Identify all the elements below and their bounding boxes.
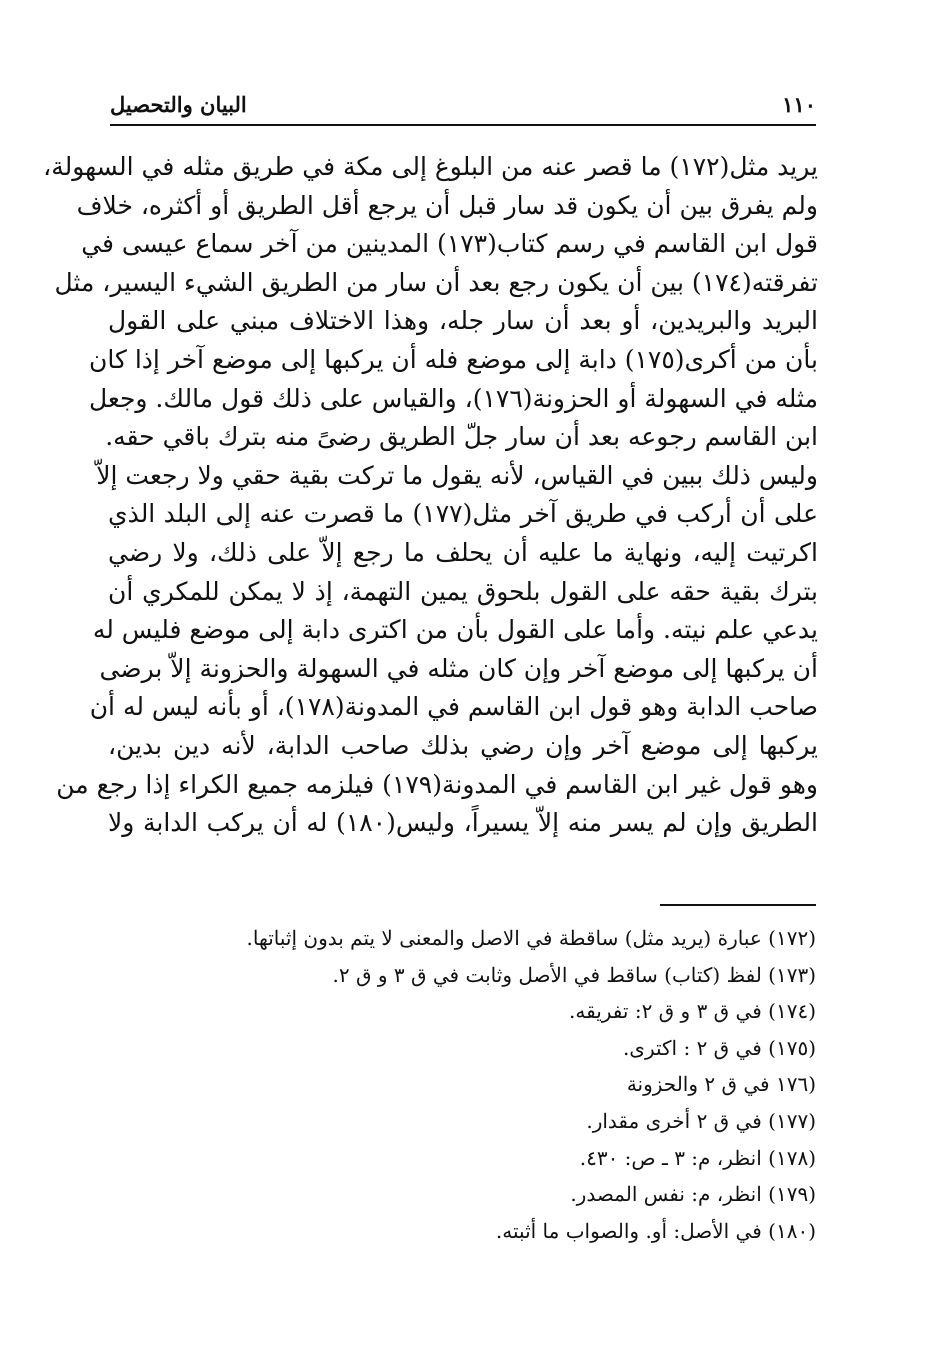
text-line: أن يركبها إلى موضع آخر وإن كان مثله في السهولة والحزونة إلاّ برضى	[99, 653, 818, 683]
header-divider	[110, 124, 816, 126]
footnote: (١٧٤) في ق ٣ و ق ٢: تفريقه.	[569, 999, 816, 1024]
footnote: (١٧٥) في ق ٢ : اكترى.	[622, 1035, 816, 1060]
text-line: تفرقته(١٧٤) بين أن يكون رجع بعد أن سار من الطريق الشيء اليسير، مثل	[54, 267, 818, 297]
footnote-divider	[660, 904, 816, 906]
page-number: ١١٠	[782, 91, 816, 117]
text-line: البريد والبريدين، أو بعد أن سار جله، وهذا الاختلاف مبني على القول	[108, 306, 818, 336]
main-text	[43, 148, 818, 843]
text-line: يركبها إلى موضع آخر وإن رضي بذلك صاحب الدابة، لأنه دين بدين،	[108, 730, 818, 760]
text-line: وهو قول غير ابن القاسم في المدونة(١٧٩) فيلزمه جميع الكراء إذا رجع من	[56, 769, 818, 799]
footnote: (١٧٨) انظر، م: ٣ ـ ص: ٤٣٠.	[579, 1145, 816, 1170]
footnote: (١٧٩) انظر، م: نفس المصدر.	[570, 1182, 816, 1207]
footnote: (١٧٦ في ق ٢ والحزونة	[626, 1072, 816, 1097]
footnote: (١٧٣) لفظ (كتاب) ساقط في الأصل وثابت في ق ٣ و ق ٢.	[332, 962, 816, 987]
text-line: صاحب الدابة وهو قول ابن القاسم في المدونة(١٧٨)، أو بأنه ليس له أن	[89, 692, 818, 722]
text-line: قول ابن القاسم في رسم كتاب(١٧٣) المدينين من آخر سماع عيسى في	[81, 229, 818, 259]
text-line: ابن القاسم رجوعه بعد أن سار جلّ الطريق رضىً منه بترك باقي حقه.	[105, 422, 818, 452]
text-line: الطريق وإن لم يسر منه إلاّ يسيراً، وليس(١٨٠) له أن يركب الدابة ولا	[108, 808, 818, 838]
text-line: بترك بقية حقه على القول بلحوق يمين التهمة، إذ لا يمكن للمكري أن	[108, 576, 818, 606]
text-line: اكرتيت إليه، ونهاية ما عليه أن يحلف ما رجع إلاّ على ذلك، ولا رضي	[108, 537, 818, 567]
text-line: ولم يفرق بين أن يكون قد سار قبل أن يرجع أقل الطريق أو أكثره، خلاف	[76, 190, 818, 220]
text-line: بأن من أكرى(١٧٥) دابة إلى موضع فله أن يركبها إلى موضع آخر إذا كان	[89, 344, 818, 374]
page-header	[110, 86, 816, 122]
footnote: (١٧٧) في ق ٢ أخرى مقدار.	[586, 1108, 816, 1133]
text-line: يريد مثل(١٧٢) ما قصر عنه من البلوغ إلى مكة في طريق مثله في السهولة،	[43, 152, 818, 181]
footnotes	[140, 920, 816, 1249]
text-line: مثله في السهولة أو الحزونة(١٧٦)، والقياس على ذلك قول مالك. وجعل	[88, 383, 818, 413]
running-title: البيان والتحصيل	[110, 91, 247, 117]
footnote: (١٨٠) في الأصل: أو. والصواب ما أثبته.	[495, 1218, 816, 1243]
text-line: يدعي علم نيته. وأما على القول بأن من اكترى دابة إلى موضع فليس له	[92, 615, 818, 645]
text-line: على أن أركب في طريق آخر مثل(١٧٧) ما قصرت عنه إلى البلد الذي	[108, 499, 818, 529]
footnote: (١٧٢) عبارة (يريد مثل) ساقطة في الاصل والمعنى لا يتم بدون إثباتها.	[246, 926, 816, 950]
text-line: وليس ذلك ببين في القياس، لأنه يقول ما تركت بقية حقي ولا رجعت إلاّ	[96, 460, 818, 490]
